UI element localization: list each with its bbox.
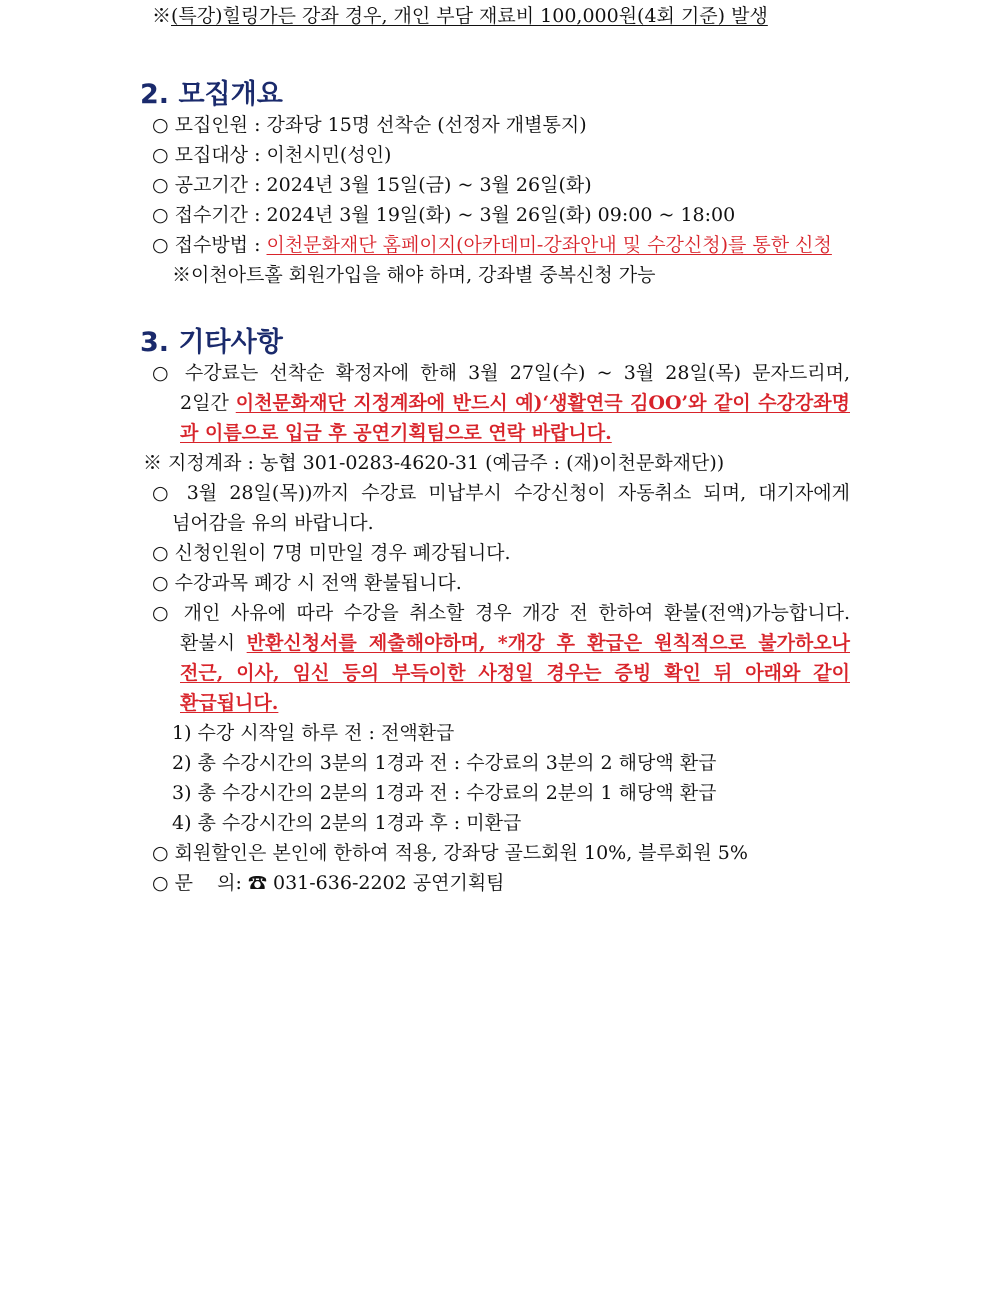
fee-notice-line1: ○ 수강료는 선착순 확정자에 한해 3월 27일(수) ~ 3월 28일(목) 문자드리며, [152, 362, 850, 384]
note-mark: ※ [152, 5, 172, 27]
min-enrollment: ○ 신청인원이 7명 미만일 경우 폐강됩니다. [152, 542, 511, 564]
contact-number: 031-636-2202 공연기획팀 [266, 872, 505, 894]
fee-notice-red2: 과 이름으로 입금 후 공연기획팀으로 연락 바랍니다. [180, 422, 612, 444]
cancel-policy-red2: 전근, 이사, 임신 등의 부득이한 사정일 경우는 증빙 확인 뒤 아래와 같이 [180, 662, 850, 684]
cancel-policy-line4 [180, 690, 278, 716]
member-discount: ○ 회원할인은 본인에 한하여 적용, 강좌당 골드회원 10%, 블루회원 5% [152, 842, 748, 864]
cancel-policy-line1: ○ 개인 사유에 따라 수강을 취소할 경우 개강 전 한하여 환불(전액)가능합니다. [152, 602, 850, 624]
unpaid-cancel-line2: 넘어감을 유의 바랍니다. [172, 512, 374, 534]
cancel-policy-line2 [180, 630, 850, 656]
cancel-policy-red1: 반환신청서를 제출해야하며, *개강 후 환급은 원칙적으로 불가하오나 [246, 632, 850, 654]
fee-notice-line3 [180, 420, 612, 446]
method-link[interactable]: 이천문화재단 홈페이지(아카데미-강좌안내 및 수강신청)를 통한 신청 [266, 234, 832, 256]
recruit-count: ○ 모집인원 : 강좌당 15명 선착순 (선정자 개별통지) [152, 114, 587, 136]
refund-rule-4: 4) 총 수강시간의 2분의 1경과 후 : 미환급 [172, 812, 522, 834]
full-refund: ○ 수강과목 폐강 시 전액 환불됩니다. [152, 572, 462, 594]
recruit-target: ○ 모집대상 : 이천시민(성인) [152, 144, 392, 166]
method-label: ○ 접수방법 : [152, 234, 267, 256]
cancel-policy-red3: 환급됩니다. [180, 692, 279, 714]
refund-rule-1: 1) 수강 시작일 하루 전 : 전액환급 [172, 722, 455, 744]
top-note-text: (특강)힐링가든 강좌 경우, 개인 부담 재료비 100,000원(4회 기준) 발생 [171, 5, 768, 27]
method-note: ※이천아트홀 회원가입을 해야 하며, 강좌별 중복신청 가능 [172, 264, 656, 286]
phone-icon: ☎ [247, 872, 267, 894]
unpaid-cancel-line1: ○ 3월 28일(목))까지 수강료 미납부시 수강신청이 자동취소 되며, 대기자에게 [152, 482, 850, 504]
cancel-policy-line3 [180, 660, 850, 686]
bank-account: ※ 지정계좌 : 농협 301-0283-4620-31 (예금주 : (재)이천문화재단)) [143, 452, 725, 474]
refund-rule-2: 2) 총 수강시간의 3분의 1경과 전 : 수강료의 3분의 2 해당액 환급 [172, 752, 717, 774]
cancel-policy-prefix: 환불시 [180, 632, 247, 654]
fee-notice-line2 [180, 390, 850, 416]
fee-notice-prefix: 2일간 [180, 392, 236, 414]
section-3-title: 3. 기타사항 [140, 327, 283, 358]
notice-period: ○ 공고기간 : 2024년 3월 15일(금) ~ 3월 26일(화) [152, 174, 592, 196]
application-method [152, 232, 832, 258]
application-period: ○ 접수기간 : 2024년 3월 19일(화) ~ 3월 26일(화) 09:00 ~ 18:00 [152, 204, 736, 226]
refund-rule-3: 3) 총 수강시간의 2분의 1경과 전 : 수강료의 2분의 1 해당액 환급 [172, 782, 717, 804]
contact-label: ○ 문 의: [152, 872, 248, 894]
fee-notice-red1: 이천문화재단 지정계좌에 반드시 예)‘생활연극 김OO’와 같이 수강강좌명 [235, 392, 850, 414]
top-note [152, 3, 768, 29]
section-2-title: 2. 모집개요 [140, 79, 283, 110]
contact-info [152, 870, 505, 896]
